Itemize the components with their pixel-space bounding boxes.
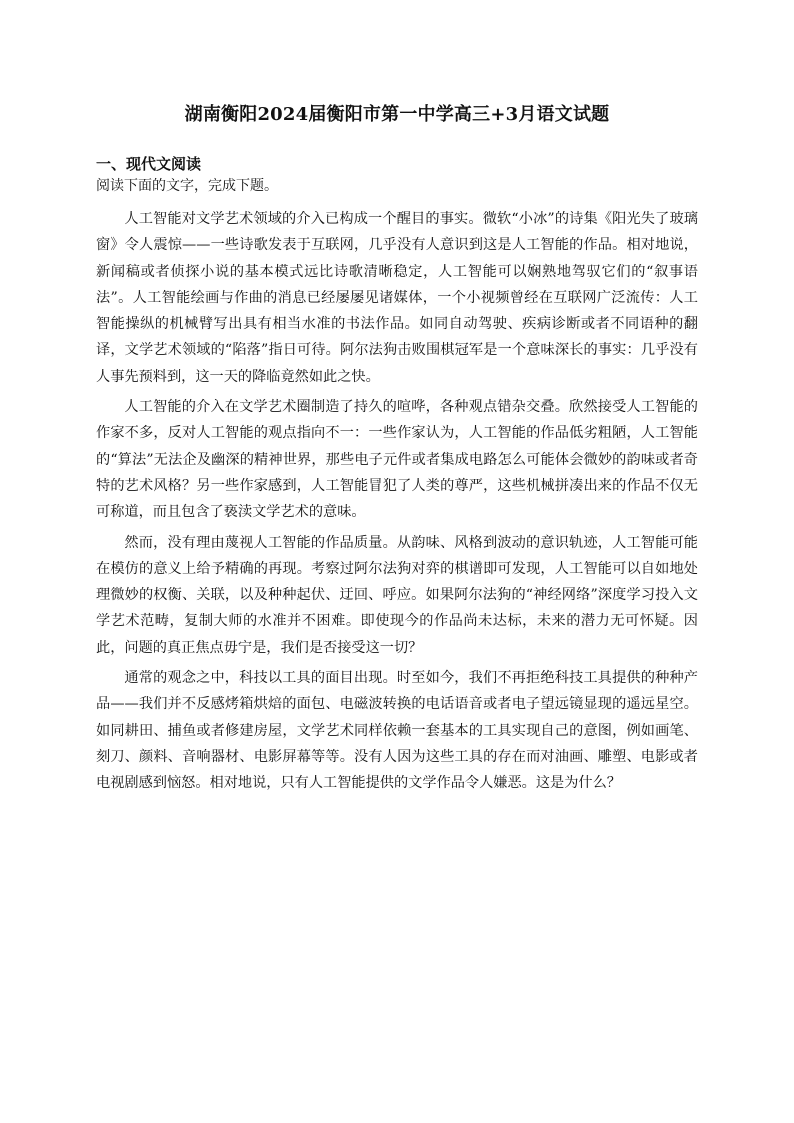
passage-paragraph-2: 人工智能的介入在文学艺术圈制造了持久的喧哗，各种观点错杂交叠。欣然接受人工智能的作家不多，反对人工智能的观点指向不一：一些作家认为，人工智能的作品低劣粗陋，人工智能的“算法”无法企及幽深的精神世界，那些电子元件或者集成电路怎么可能体会微妙的韵味或者奇特的艺术风格？另一些作家感到，人工智能冒犯了人类的尊严，这些机械拼凑出来的作品不仅无可称道，而且包含了亵渎文学艺术的意味。 [96,399,698,521]
passage-body [96,206,698,801]
passage-paragraph-3: 然而，没有理由蔑视人工智能的作品质量。从韵味、风格到波动的意识轨迹，人工智能可能在模仿的意义上给予精确的再现。考察过阿尔法狗对弈的棋谱即可发现，人工智能可以自如地处理微妙的权衡、关联，以及种种起伏、迂回、呼应。如果阿尔法狗的“神经网络”深度学习投入文学艺术范畴，复制大师的水准并不困难。即使现今的作品尚未达标，未来的潜力无可怀疑。因此，问题的真正焦点毋宁是，我们是否接受这一切？ [96,534,698,656]
passage-paragraph-1: 人工智能对文学艺术领域的介入已构成一个醒目的事实。微软“小冰”的诗集《阳光失了玻璃窗》令人震惊——一些诗歌发表于互联网，几乎没有人意识到这是人工智能的作品。相对地说，新闻稿或者侦探小说的基本模式远比诗歌清晰稳定，人工智能可以娴熟地驾驭它们的“叙事语法”。人工智能绘画与作曲的消息已经屡屡见诸媒体，一个小视频曾经在互联网广泛流传：人工智能操纵的机械臂写出具有相当水准的书法作品。如同自动驾驶、疾病诊断或者不同语种的翻译，文学艺术领域的“陷落”指日可待。阿尔法狗击败围棋冠军是一个意味深长的事实：几乎没有人事先预料到，这一天的降临竟然如此之快。 [96,211,698,385]
passage-paragraph-4: 通常的观念之中，科技以工具的面目出现。时至如今，我们不再拒绝科技工具提供的种种产品——我们并不反感烤箱烘焙的面包、电磁波转换的电话语音或者电子望远镜显现的遥远星空。如同耕田、捕鱼或者修建房屋，文学艺术同样依赖一套基本的工具实现自己的意图，例如画笔、刻刀、颜料、音响器材、电影屏幕等等。没有人因为这些工具的存在而对油画、雕塑、电影或者电视剧感到恼怒。相对地说，只有人工智能提供的文学作品令人嫌恶。这是为什么？ [96,670,698,792]
section-heading: 一、现代文阅读 [96,155,202,173]
document-title: 湖南衡阳2024届衡阳市第一中学高三+3月语文试题 [184,104,610,125]
reading-instruction: 阅读下面的文字，完成下题。 [96,178,278,194]
